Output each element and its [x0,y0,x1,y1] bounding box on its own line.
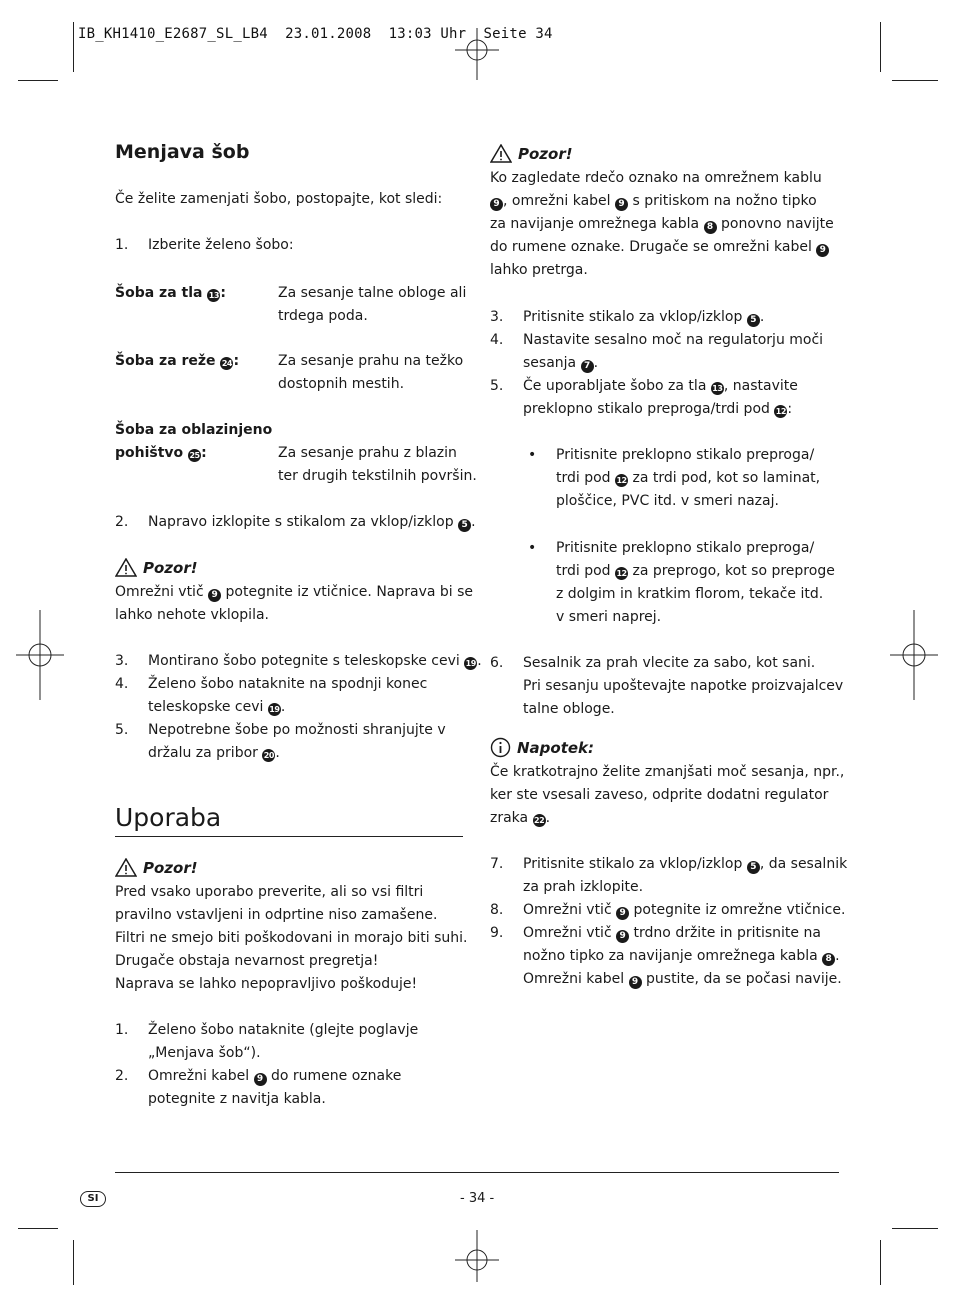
footer-divider [115,1172,839,1173]
bullet-text: Pritisnite preklopno stikalo preproga/ [556,447,815,463]
tip-text: Če kratkotrajno želite zmanjšati moč sesanja, npr., [490,764,845,780]
step-text: Želeno šobo nataknite na spodnji konec [148,676,428,692]
registration-mark-icon [890,610,938,700]
ref-number-icon: 9 [616,907,629,920]
warning-text: za navijanje omrežnega kabla 8 ponovno navijte [490,216,834,232]
warning-triangle-icon [115,858,137,877]
step-number: 7. [490,856,504,872]
step-text: Pritisnite stikalo za vklop/izklop 5 . [523,309,765,325]
warning-heading: Pozor! [490,144,573,163]
ref-number-icon: 9 [816,244,829,257]
bullet-text: Pritisnite preklopno stikalo preproga/ [556,540,815,556]
step-text: Napravo izklopite s stikalom za vklop/izklop 5 . [148,514,476,530]
tip-text: zraka 22. [490,810,551,826]
warning-text: Filtri ne smejo biti poškodovani in morajo biti suhi. [115,930,468,946]
warning-triangle-icon [490,144,512,163]
step-text: teleskopske cevi 19. [148,699,286,715]
warning-text: Drugače obstaja nevarnost pregretja! [115,953,379,969]
ref-number-icon: 9 [629,976,642,989]
step-text: Če uporabljate šobo za tla 13, nastavite [523,378,798,394]
step-text: potegnite z navitja kabla. [148,1091,326,1107]
step-text: za prah izklopite. [523,879,644,895]
ref-number-icon: 12 [775,407,786,416]
ref-number-icon: 20 [263,751,274,760]
ref-number-icon: 13 [208,291,219,300]
crop-mark [892,1228,938,1229]
warning-text: lahko nehote vklopila. [115,607,269,623]
nozzle-label: pohištvo 25: [115,445,207,461]
ref-number-icon: 9 [208,589,221,602]
tip-heading: Napotek: [490,737,594,758]
ref-number-icon: 12 [616,569,627,578]
crop-mark [880,22,881,72]
warning-heading: Pozor! [115,858,198,877]
step-number: 9. [490,925,504,941]
ref-number-icon: 19 [465,659,476,668]
step-text: Pritisnite stikalo za vklop/izklop 5 , da sesalnik [523,856,848,872]
bullet-text: trdi pod 12 za preprogo, kot so preproge [556,563,835,579]
step-number: 2. [115,1068,129,1084]
ref-number-icon: 12 [616,476,627,485]
step-text: Omrežni kabel 9 do rumene oznake [148,1068,402,1084]
ref-number-icon: 9 [615,198,628,211]
step-number: 8. [490,902,504,918]
crop-mark [73,1240,74,1285]
step-number: 5. [490,378,504,394]
step-number: 5. [115,722,129,738]
warning-text: Pred vsako uporabo preverite, ali so vsi filtri [115,884,424,900]
section-title-usage: Uporaba [115,803,222,832]
crop-mark [18,80,58,81]
registration-mark-icon [16,610,64,700]
step-number: 6. [490,655,504,671]
warning-triangle-icon [115,558,137,577]
crop-mark [880,1240,881,1285]
ref-number-icon: 9 [254,1073,267,1086]
ref-number-icon: 5 [747,314,760,327]
crop-mark [73,22,74,72]
step-text: preklopno stikalo preproga/trdi pod 12: [523,401,793,417]
warning-text: do rumene oznake. Drugače se omrežni kabel 9 [490,236,829,259]
warning-text: pravilno vstavljeni in odprtine niso zamašene. [115,907,438,923]
bullet-text: v smeri naprej. [556,609,662,625]
crop-mark [892,80,938,81]
step-text: Želeno šobo nataknite (glejte poglavje [148,1022,419,1038]
nozzle-label: Šoba za tla 13: [115,285,226,301]
nozzle-desc: trdega poda. [278,308,368,324]
ref-number-icon: 9 [616,930,629,943]
intro-text: Če želite zamenjati šobo, postopajte, kot sledi: [115,191,443,207]
warning-heading: Pozor! [115,558,198,577]
print-header: IB_KH1410_E2687_SL_LB4 23.01.2008 13:03 Uhr Seite 34 [78,26,553,42]
section-divider [115,836,463,837]
step-number: 2. [115,514,129,530]
step-number: 1. [115,1022,129,1038]
step-text: držalu za pribor 20. [148,745,280,761]
ref-number-icon: 8 [822,953,835,966]
warning-text: Ko zagledate rdečo oznako na omrežnem kablu [490,170,822,186]
step-number: 4. [115,676,129,692]
step-number: 1. [115,237,129,253]
nozzle-desc: dostopnih mestih. [278,376,405,392]
nozzle-desc: Za sesanje prahu z blazin [278,445,457,461]
step-number: 3. [490,309,504,325]
nozzle-label: Šoba za reže 24: [115,353,240,369]
step-text: Omrežni kabel 9 pustite, da se počasi navije. [523,971,842,987]
step-text: sesanja 7 . [523,355,599,371]
ref-number-icon: 7 [581,360,594,373]
ref-number-icon: 22 [534,816,545,825]
bullet-text: ploščice, PVC itd. v smeri nazaj. [556,493,779,509]
registration-mark-icon [455,1230,499,1282]
nozzle-desc: Za sesanje prahu na težko [278,353,464,369]
tip-text: ker ste vsesali zaveso, odprite dodatni regulator [490,787,829,803]
step-text: Omrežni vtič 9 trdno držite in pritisnite na [523,925,821,941]
ref-number-icon: 13 [712,384,723,393]
nozzle-desc: Za sesanje talne obloge ali [278,285,467,301]
nozzle-label: Šoba za oblazinjeno [115,422,273,438]
bullet-text: z dolgim in kratkim florom, tekače itd. [556,586,824,602]
nozzle-desc: ter drugih tekstilnih površin. [278,468,477,484]
ref-number-icon: 25 [189,451,200,460]
section-title-nozzles: Menjava šob [115,141,250,163]
step-text: nožno tipko za navijanje omrežnega kabla 8 . [523,948,840,964]
step-text: „Menjava šob“). [148,1045,261,1061]
step-number: 4. [490,332,504,348]
ref-number-icon: 5 [458,519,471,532]
bullet-text: trdi pod 12 za trdi pod, kot so laminat, [556,470,821,486]
info-circle-icon [490,737,511,758]
step-text: Nepotrebne šobe po možnosti shranjujte v [148,722,446,738]
step-number: 3. [115,653,129,669]
step-text: Sesalnik za prah vlecite za sabo, kot sani. [523,655,816,671]
bullet-icon: • [528,540,537,556]
step-text: Pri sesanju upoštevajte napotke proizvajalcev [523,678,844,694]
bullet-icon: • [528,447,537,463]
ref-number-icon: 9 [490,198,503,211]
warning-text: lahko pretrga. [490,262,588,278]
ref-number-icon: 5 [747,861,760,874]
page-number: - 34 - [460,1191,495,1206]
step-text: Nastavite sesalno moč na regulatorju moči [523,332,824,348]
warning-text: 9 , omrežni kabel 9 s pritiskom na nožno tipko [490,190,817,213]
step-text: Omrežni vtič 9 potegnite iz omrežne vtičnice. [523,902,846,918]
language-badge: SI [80,1191,106,1207]
step-text: Montirano šobo potegnite s teleskopske cevi 19. [148,653,482,669]
ref-number-icon: 24 [221,359,232,368]
step-text: talne obloge. [523,701,615,717]
crop-mark [18,1228,58,1229]
warning-text: Omrežni vtič 9 potegnite iz vtičnice. Naprava bi se [115,584,474,600]
step-text: Izberite želeno šobo: [148,237,294,253]
ref-number-icon: 19 [269,705,280,714]
ref-number-icon: 8 [704,221,717,234]
warning-text: Naprava se lahko nepopravljivo poškoduje! [115,976,418,992]
